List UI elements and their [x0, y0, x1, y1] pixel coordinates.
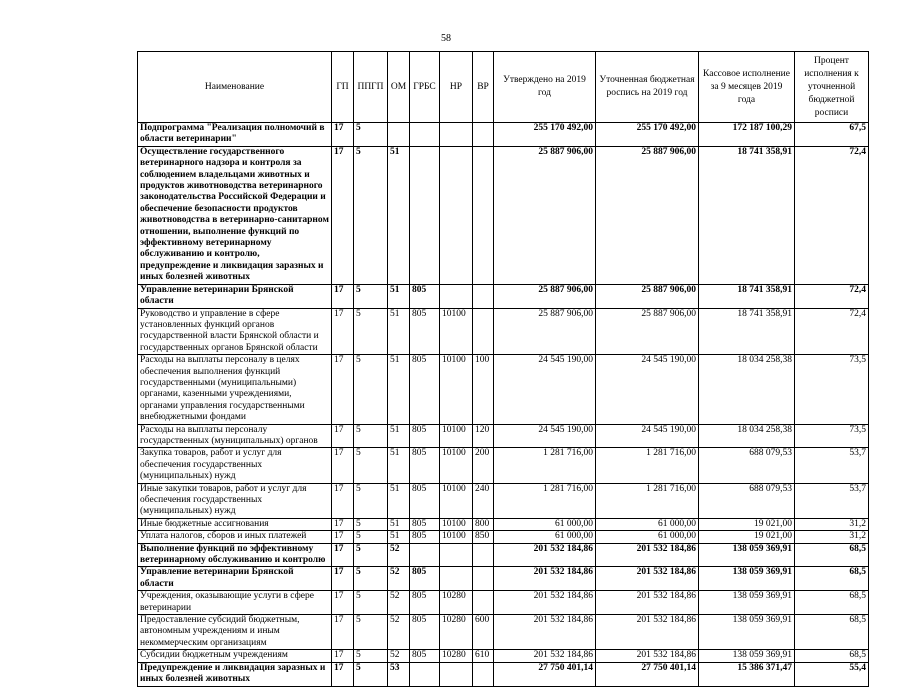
table-row	[138, 615, 869, 650]
header-om: ОМ	[388, 52, 410, 123]
cell-np: 10280	[440, 650, 473, 662]
header-row	[138, 52, 869, 123]
cell-grbs	[410, 662, 440, 686]
cell-approved: 61 000,00	[494, 531, 596, 543]
cell-percent: 67,5	[795, 123, 869, 147]
cell-ppgp: 5	[354, 591, 388, 615]
cell-refined: 1 281 716,00	[596, 448, 699, 483]
cell-grbs: 805	[410, 591, 440, 615]
cell-approved: 201 532 184,86	[494, 591, 596, 615]
cell-name: Иные закупки товаров, работ и услуг для обеспечения государственных (муниципальных) нужд	[138, 483, 332, 518]
cell-om: 52	[388, 567, 410, 591]
cell-gp: 17	[332, 355, 354, 424]
cell-cash: 688 079,53	[699, 483, 795, 518]
cell-grbs: 805	[410, 424, 440, 448]
cell-np: 10100	[440, 448, 473, 483]
header-vr: ВР	[473, 52, 494, 123]
cell-ppgp: 5	[354, 146, 388, 284]
table-row	[138, 531, 869, 543]
cell-om: 53	[388, 662, 410, 686]
cell-gp: 17	[332, 424, 354, 448]
cell-vr: 120	[473, 424, 494, 448]
cell-ppgp: 5	[354, 518, 388, 530]
cell-np	[440, 123, 473, 147]
cell-np	[440, 146, 473, 284]
cell-percent: 68,5	[795, 615, 869, 650]
cell-approved: 1 281 716,00	[494, 483, 596, 518]
cell-np: 10100	[440, 518, 473, 530]
cell-om: 51	[388, 308, 410, 355]
cell-ppgp: 5	[354, 284, 388, 308]
cell-approved: 255 170 492,00	[494, 123, 596, 147]
cell-approved: 25 887 906,00	[494, 284, 596, 308]
cell-gp: 17	[332, 146, 354, 284]
cell-name: Выполнение функций по эффективному ветеринарному обслуживанию и контролю	[138, 543, 332, 567]
header-grbs: ГРБС	[410, 52, 440, 123]
cell-gp: 17	[332, 567, 354, 591]
cell-refined: 61 000,00	[596, 518, 699, 530]
cell-cash: 138 059 369,91	[699, 567, 795, 591]
cell-cash: 18 034 258,38	[699, 355, 795, 424]
table-row	[138, 308, 869, 355]
table-row	[138, 518, 869, 530]
cell-approved: 1 281 716,00	[494, 448, 596, 483]
cell-grbs: 805	[410, 567, 440, 591]
cell-gp: 17	[332, 284, 354, 308]
cell-vr: 850	[473, 531, 494, 543]
header-np: НР	[440, 52, 473, 123]
cell-ppgp: 5	[354, 355, 388, 424]
cell-cash: 15 386 371,47	[699, 662, 795, 686]
table-row	[138, 355, 869, 424]
cell-percent: 73,5	[795, 355, 869, 424]
cell-om: 52	[388, 543, 410, 567]
cell-np	[440, 284, 473, 308]
cell-name: Закупка товаров, работ и услуг для обеспечения государственных (муниципальных) нужд	[138, 448, 332, 483]
table-row	[138, 662, 869, 686]
table-row	[138, 424, 869, 448]
cell-vr: 800	[473, 518, 494, 530]
cell-refined: 61 000,00	[596, 531, 699, 543]
cell-gp: 17	[332, 662, 354, 686]
table-row	[138, 543, 869, 567]
cell-vr	[473, 662, 494, 686]
cell-om: 51	[388, 531, 410, 543]
header-gp: ГП	[332, 52, 354, 123]
cell-om	[388, 123, 410, 147]
cell-refined: 25 887 906,00	[596, 146, 699, 284]
cell-cash: 172 187 100,29	[699, 123, 795, 147]
header-approved: Утверждено на 2019 год	[494, 52, 596, 123]
cell-name: Расходы на выплаты персоналу государственных (муниципальных) органов	[138, 424, 332, 448]
cell-name: Подпрограмма "Реализация полномочий в области ветеринарии"	[138, 123, 332, 147]
cell-refined: 25 887 906,00	[596, 308, 699, 355]
cell-percent: 31,2	[795, 518, 869, 530]
cell-cash: 688 079,53	[699, 448, 795, 483]
cell-refined: 27 750 401,14	[596, 662, 699, 686]
table-row	[138, 650, 869, 662]
cell-ppgp: 5	[354, 123, 388, 147]
cell-gp: 17	[332, 615, 354, 650]
cell-approved: 201 532 184,86	[494, 567, 596, 591]
cell-percent: 53,7	[795, 483, 869, 518]
cell-cash: 138 059 369,91	[699, 650, 795, 662]
cell-percent: 31,2	[795, 531, 869, 543]
cell-grbs	[410, 146, 440, 284]
header-ppgp: ППГП	[354, 52, 388, 123]
cell-refined: 201 532 184,86	[596, 650, 699, 662]
cell-ppgp: 5	[354, 662, 388, 686]
cell-np: 10100	[440, 424, 473, 448]
cell-gp: 17	[332, 123, 354, 147]
cell-name: Уплата налогов, сборов и иных платежей	[138, 531, 332, 543]
header-cash: Кассовое исполнение за 9 месяцев 2019 года	[699, 52, 795, 123]
cell-om: 51	[388, 146, 410, 284]
cell-grbs: 805	[410, 448, 440, 483]
cell-approved: 25 887 906,00	[494, 308, 596, 355]
cell-vr: 100	[473, 355, 494, 424]
cell-gp: 17	[332, 543, 354, 567]
cell-np: 10280	[440, 591, 473, 615]
cell-percent: 53,7	[795, 448, 869, 483]
cell-ppgp: 5	[354, 448, 388, 483]
cell-gp: 17	[332, 650, 354, 662]
table-row	[138, 448, 869, 483]
cell-refined: 201 532 184,86	[596, 567, 699, 591]
cell-grbs	[410, 123, 440, 147]
cell-vr: 200	[473, 448, 494, 483]
cell-approved: 61 000,00	[494, 518, 596, 530]
cell-gp: 17	[332, 308, 354, 355]
cell-om: 51	[388, 284, 410, 308]
cell-vr	[473, 308, 494, 355]
cell-om: 51	[388, 448, 410, 483]
cell-om: 52	[388, 650, 410, 662]
cell-om: 51	[388, 424, 410, 448]
cell-ppgp: 5	[354, 615, 388, 650]
cell-cash: 138 059 369,91	[699, 591, 795, 615]
cell-name: Субсидии бюджетным учреждениям	[138, 650, 332, 662]
cell-cash: 18 741 358,91	[699, 284, 795, 308]
cell-ppgp: 5	[354, 531, 388, 543]
cell-ppgp: 5	[354, 308, 388, 355]
cell-percent: 72,4	[795, 146, 869, 284]
cell-grbs: 805	[410, 531, 440, 543]
cell-cash: 18 741 358,91	[699, 146, 795, 284]
cell-refined: 201 532 184,86	[596, 543, 699, 567]
cell-name: Управление ветеринарии Брянской области	[138, 284, 332, 308]
cell-np	[440, 543, 473, 567]
cell-approved: 201 532 184,86	[494, 650, 596, 662]
cell-grbs: 805	[410, 518, 440, 530]
cell-approved: 24 545 190,00	[494, 424, 596, 448]
cell-np	[440, 662, 473, 686]
cell-name: Учреждения, оказывающие услуги в сфере ветеринарии	[138, 591, 332, 615]
cell-ppgp: 5	[354, 483, 388, 518]
table-row	[138, 284, 869, 308]
cell-percent: 72,4	[795, 308, 869, 355]
cell-gp: 17	[332, 518, 354, 530]
cell-refined: 255 170 492,00	[596, 123, 699, 147]
cell-refined: 1 281 716,00	[596, 483, 699, 518]
cell-cash: 18 034 258,38	[699, 424, 795, 448]
header-refined: Уточненная бюджетная роспись на 2019 год	[596, 52, 699, 123]
cell-grbs: 805	[410, 284, 440, 308]
cell-grbs: 805	[410, 650, 440, 662]
cell-name: Иные бюджетные ассигнования	[138, 518, 332, 530]
cell-name: Управление ветеринарии Брянской области	[138, 567, 332, 591]
cell-ppgp: 5	[354, 567, 388, 591]
cell-approved: 24 545 190,00	[494, 355, 596, 424]
cell-om: 52	[388, 615, 410, 650]
cell-np: 10100	[440, 308, 473, 355]
cell-grbs: 805	[410, 483, 440, 518]
table-row	[138, 146, 869, 284]
cell-percent: 73,5	[795, 424, 869, 448]
cell-approved: 201 532 184,86	[494, 615, 596, 650]
table-row	[138, 567, 869, 591]
cell-percent: 68,5	[795, 567, 869, 591]
header-percent: Процент исполнения к уточненной бюджетной росписи	[795, 52, 869, 123]
cell-percent: 55,4	[795, 662, 869, 686]
cell-grbs	[410, 543, 440, 567]
cell-om: 51	[388, 483, 410, 518]
cell-gp: 17	[332, 483, 354, 518]
cell-np: 10100	[440, 483, 473, 518]
cell-vr: 610	[473, 650, 494, 662]
cell-gp: 17	[332, 591, 354, 615]
cell-cash: 138 059 369,91	[699, 543, 795, 567]
cell-np: 10100	[440, 355, 473, 424]
cell-vr	[473, 284, 494, 308]
cell-approved: 27 750 401,14	[494, 662, 596, 686]
cell-refined: 201 532 184,86	[596, 615, 699, 650]
cell-vr: 240	[473, 483, 494, 518]
cell-name: Предоставление субсидий бюджетным, автономным учреждениям и иным некоммерческим организациям	[138, 615, 332, 650]
cell-approved: 25 887 906,00	[494, 146, 596, 284]
cell-om: 51	[388, 518, 410, 530]
cell-percent: 72,4	[795, 284, 869, 308]
cell-name: Осуществление государственного ветеринарного надзора и контроля за соблюдением владельцами животных и продуктов животноводства ветеринарного законодательства Российской Федерации и обеспечение безопасности продуктов животноводства в ветеринарно-санитарном отношении, выполнение функций по эффективному ветеринарному обслуживанию и контролю, предупреждение и ликвидация заразных и иных болезней животных	[138, 146, 332, 284]
cell-approved: 201 532 184,86	[494, 543, 596, 567]
cell-vr	[473, 123, 494, 147]
cell-cash: 138 059 369,91	[699, 615, 795, 650]
cell-vr	[473, 146, 494, 284]
cell-refined: 24 545 190,00	[596, 355, 699, 424]
cell-cash: 19 021,00	[699, 531, 795, 543]
cell-vr	[473, 591, 494, 615]
cell-refined: 25 887 906,00	[596, 284, 699, 308]
cell-ppgp: 5	[354, 543, 388, 567]
cell-name: Руководство и управление в сфере установленных функций органов государственной власти Брянской области и государственных органов Брянской области	[138, 308, 332, 355]
cell-vr	[473, 543, 494, 567]
cell-np: 10100	[440, 531, 473, 543]
cell-percent: 68,5	[795, 650, 869, 662]
cell-ppgp: 5	[354, 650, 388, 662]
table-row	[138, 123, 869, 147]
cell-ppgp: 5	[354, 424, 388, 448]
cell-vr	[473, 567, 494, 591]
cell-grbs: 805	[410, 615, 440, 650]
table-row	[138, 591, 869, 615]
cell-om: 52	[388, 591, 410, 615]
cell-np: 10280	[440, 615, 473, 650]
cell-percent: 68,5	[795, 543, 869, 567]
table-row	[138, 483, 869, 518]
cell-cash: 18 741 358,91	[699, 308, 795, 355]
cell-gp: 17	[332, 531, 354, 543]
cell-gp: 17	[332, 448, 354, 483]
budget-execution-table	[137, 51, 869, 687]
cell-percent: 68,5	[795, 591, 869, 615]
page-number: 58	[441, 33, 451, 44]
cell-cash: 19 021,00	[699, 518, 795, 530]
cell-np	[440, 567, 473, 591]
cell-grbs: 805	[410, 308, 440, 355]
cell-grbs: 805	[410, 355, 440, 424]
header-name: Наименование	[138, 52, 332, 123]
cell-refined: 201 532 184,86	[596, 591, 699, 615]
cell-name: Предупреждение и ликвидация заразных и иных болезней животных	[138, 662, 332, 686]
cell-vr: 600	[473, 615, 494, 650]
cell-om: 51	[388, 355, 410, 424]
cell-refined: 24 545 190,00	[596, 424, 699, 448]
cell-name: Расходы на выплаты персоналу в целях обеспечения выполнения функций государственными (муниципальными) органами, казенными учреждениями, органами управления государственными внебюджетными фондами	[138, 355, 332, 424]
